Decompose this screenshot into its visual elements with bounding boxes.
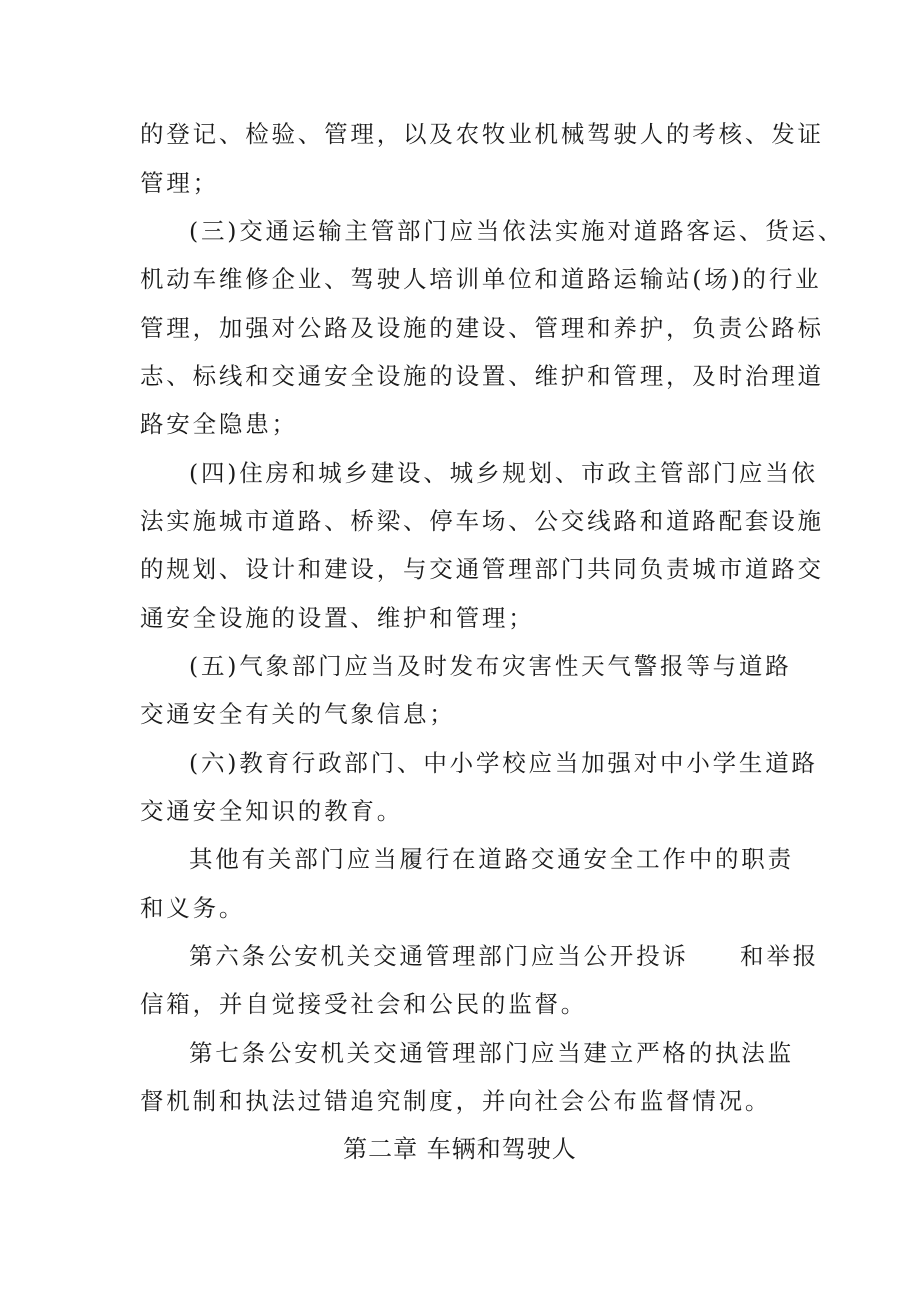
paragraph-line: 的登记、检验、管理，以及农牧业机械驾驶人的考核、发证 xyxy=(140,120,824,148)
paragraph-line: 管理； xyxy=(140,169,219,197)
paragraph-line: 交通安全知识的教育。 xyxy=(140,797,403,825)
paragraph-line: 第七条公安机关交通管理部门应当建立严格的执法监 xyxy=(189,1039,794,1067)
paragraph-line: 路安全隐患； xyxy=(140,410,298,438)
paragraph-line: (六)教育行政部门、中小学校应当加强对中小学生道路 xyxy=(189,749,818,777)
paragraph-line: 和义务。 xyxy=(140,894,246,922)
paragraph-line: 法实施城市道路、桥梁、停车场、公交线路和道路配套设施 xyxy=(140,507,824,535)
paragraph-line: 第六条公安机关交通管理部门应当公开投诉 和举报 xyxy=(189,942,819,970)
paragraph-line: 督机制和执法过错追究制度，并向社会公布监督情况。 xyxy=(140,1087,772,1115)
paragraph-line: 机动车维修企业、驾驶人培训单位和道路运输站(场)的行业 xyxy=(140,265,822,293)
paragraph-line: (三)交通运输主管部门应当依法实施对道路客运、货运、 xyxy=(189,217,845,245)
paragraph-line: 通安全设施的设置、维护和管理； xyxy=(140,604,535,632)
paragraph-line: 志、标线和交通安全设施的设置、维护和管理，及时治理道 xyxy=(140,362,824,390)
paragraph-line: 的规划、设计和建设，与交通管理部门共同负责城市道路交 xyxy=(140,555,824,583)
chapter-heading: 第二章 车辆和驾驶人 xyxy=(343,1135,577,1163)
paragraph-line: 其他有关部门应当履行在道路交通安全工作中的职责 xyxy=(189,845,794,873)
paragraph-line: 交通安全有关的气象信息； xyxy=(140,700,456,728)
paragraph-line: 管理，加强对公路及设施的建设、管理和养护，负责公路标 xyxy=(140,314,824,342)
paragraph-line: 信箱，并自觉接受社会和公民的监督。 xyxy=(140,990,588,1018)
paragraph-line: (四)住房和城乡建设、城乡规划、市政主管部门应当依 xyxy=(189,459,818,487)
paragraph-line: (五)气象部门应当及时发布灾害性天气警报等与道路 xyxy=(189,652,792,680)
